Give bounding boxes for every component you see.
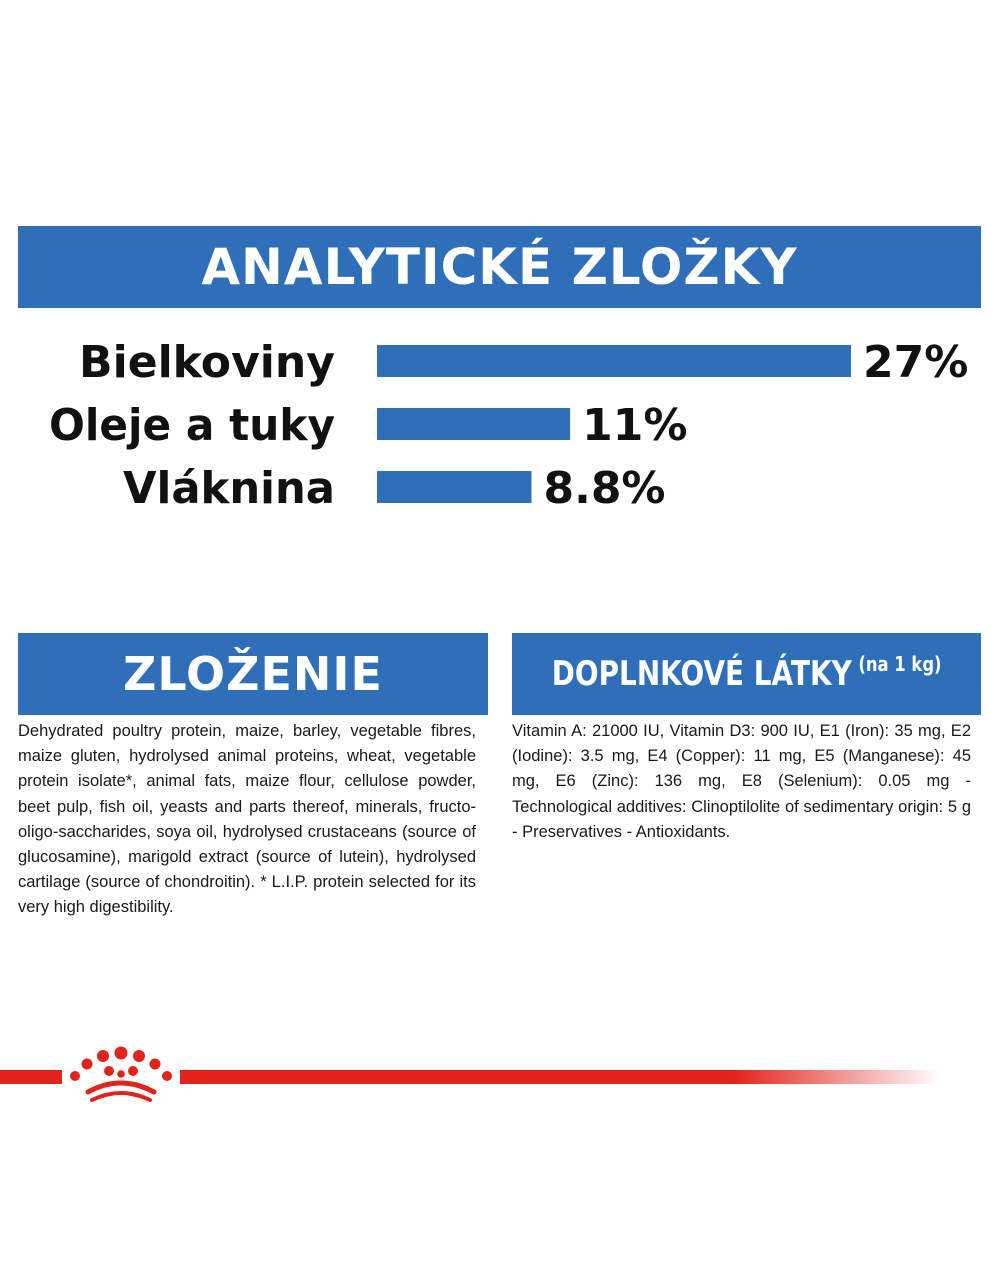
category-label: Oleje a tuky [49,400,335,451]
category-label: Vláknina [123,463,335,514]
additives-banner [512,633,981,715]
composition-heading: ZLOŽENIE [123,647,383,701]
analytics-bar-chart [0,320,1000,520]
composition-banner [18,633,488,715]
category-label: Bielkoviny [79,337,335,388]
bar [377,471,531,503]
value-label: 27% [863,337,969,388]
analytics-banner [18,226,981,308]
composition-text: Dehydrated poultry protein, maize, barley, vegetable fibres, maize gluten, hydrolysed animal proteins, wheat, vegetable protein isolate*, animal fats, maize flour, cellulose powder, beet pulp, fish oil, yeasts and parts thereof, minerals, fructo-oligo-saccharides, soya oil, hydrolysed crustaceans (source of glucosamine), marigold extract (source of lutein), hydrolysed cartilage (source of chondroitin). * L.I.P. protein selected for its very high digestibility. [18,722,476,917]
value-label: 8.8% [543,463,666,514]
value-label: 11% [582,400,688,451]
bar [377,345,851,377]
additives-text: Vitamin A: 21000 IU, Vitamin D3: 900 IU, E1 (Iron): 35 mg, E2 (Iodine): 3.5 mg, E4 (Copper): 11 mg, E5 (Manganese): 45 mg, E6 (Zinc): 136 mg, E8 (Selenium): 0.05 mg - Technological additives: Clinoptilolite of sedimentary origin: 5 g - Preservatives - Antioxidants. [512,722,971,841]
additives-heading: DOPLNKOVÉ LÁTKY [551,654,852,694]
analytics-title: ANALYTICKÉ ZLOŽKY [201,238,798,296]
bar [377,408,570,440]
crown-icon [62,1044,180,1106]
additives-heading-sub: (na 1 kg) [858,652,942,676]
